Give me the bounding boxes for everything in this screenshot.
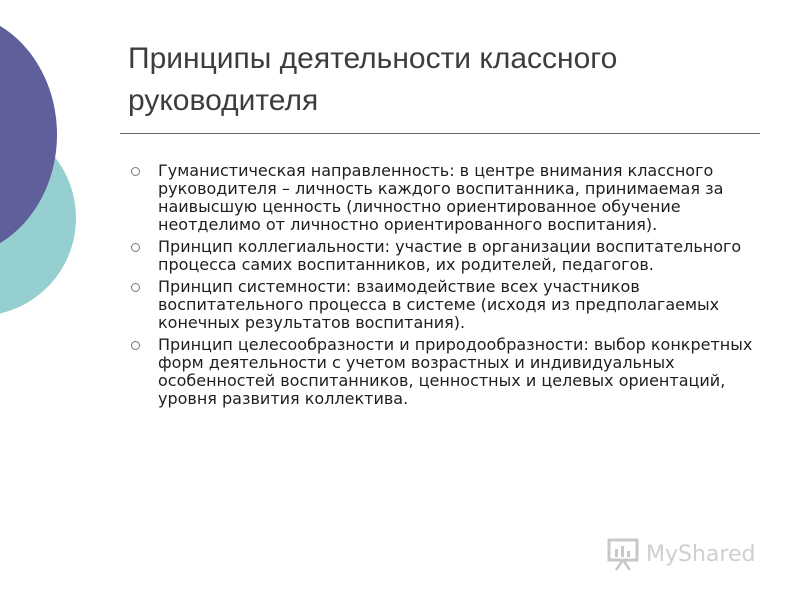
circle-bullet-icon [131, 283, 140, 292]
bullet-text: Принцип системности: взаимодействие всех участников воспитательного процесса в системе (исходя из предполагаемых конечных результатов воспитания). [158, 277, 720, 332]
watermark-text: MyShared [646, 541, 756, 567]
bullet-text: Принцип целесообразности и природообразности: выбор конкретных форм деятельности с учетом возрастных и индивидуальных особенностей воспитанников, ценностных и целевых ориентаций, уровня развития коллектива. [158, 335, 753, 408]
bullet-item [128, 238, 768, 274]
title-divider [120, 133, 760, 134]
bullet-item [128, 162, 768, 234]
circle-bullet-icon [131, 167, 140, 176]
circle-bullet-icon [131, 341, 140, 350]
slide-title: Принципы деятельности классного руководителя [128, 42, 618, 117]
presentation-board-icon [606, 536, 640, 572]
bullet-text: Гуманистическая направленность: в центре внимания классного руководителя – личность каждого воспитанника, принимаемая за наивысшую ценность (личностно ориентированное обучение неотделимо от личностно ориентированного воспитания). [158, 161, 724, 234]
bullet-item [128, 278, 768, 332]
bullet-item [128, 336, 768, 408]
bullet-list [128, 162, 768, 412]
myshared-watermark [606, 536, 755, 572]
circle-bullet-icon [131, 243, 140, 252]
bullet-text: Принцип коллегиальности: участие в организации воспитательного процесса самих воспитанников, их родителей, педагогов. [158, 237, 742, 274]
